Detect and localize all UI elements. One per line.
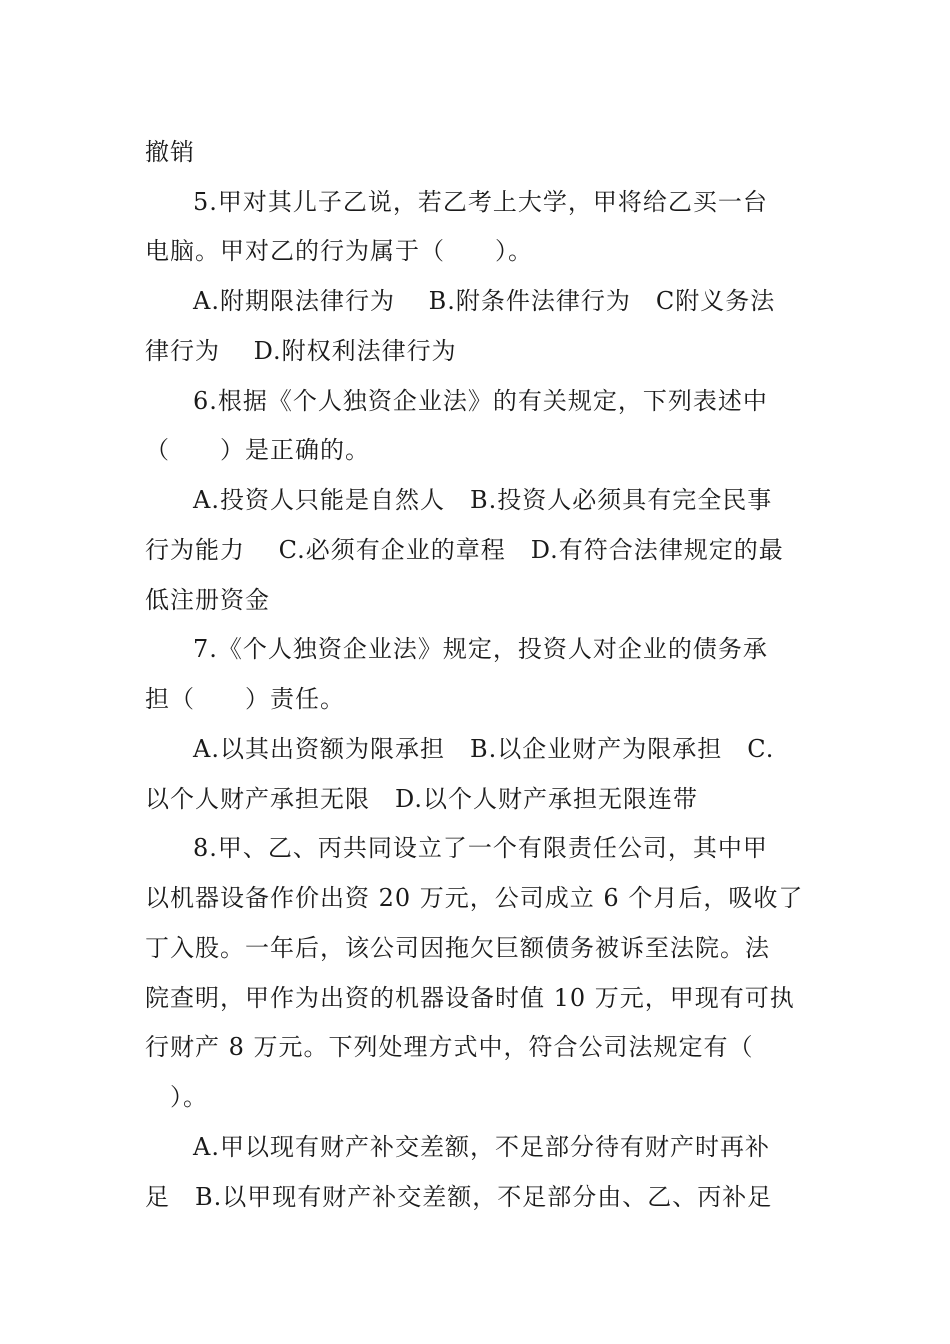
question-7-options-line-2: 以个人财产承担无限 D.以个人财产承担无限连带 (145, 785, 699, 813)
question-8-line-2: 以机器设备作价出资 20 万元，公司成立 6 个月后，吸收了 (145, 884, 804, 912)
question-5-line-1: 5.甲对其儿子乙说，若乙考上大学，甲将给乙买一台 (193, 188, 768, 216)
question-6-options-line-2: 行为能力 C.必须有企业的章程 D.有符合法律规定的最 (145, 536, 784, 564)
question-8-line-3: 丁入股。一年后，该公司因拖欠巨额债务被诉至法院。法 (145, 934, 770, 962)
question-5-options-line-2: 律行为 D.附权利法律行为 (145, 337, 457, 365)
question-8-line-4: 院查明，甲作为出资的机器设备时值 10 万元，甲现有可执 (145, 984, 795, 1012)
text-line-continuation: 撤销 (145, 138, 195, 166)
question-5-options-line-1: A.附期限法律行为 B.附条件法律行为 C附义务法 (193, 287, 776, 315)
question-7-line-1: 7.《个人独资企业法》规定，投资人对企业的债务承 (193, 635, 768, 663)
question-8-options-line-2: 足 B.以甲现有财产补交差额，不足部分由、乙、丙补足 (145, 1183, 773, 1211)
question-7-options-line-1: A.以其出资额为限承担 B.以企业财产为限承担 C. (193, 735, 775, 763)
question-6-line-2: （ ）是正确的。 (145, 436, 370, 464)
question-5-line-2: 电脑。甲对乙的行为属于（ ）。 (145, 237, 533, 265)
question-6-line-1: 6.根据《个人独资企业法》的有关规定，下列表述中 (193, 387, 768, 415)
question-8-line-5: 行财产 8 万元。下列处理方式中，符合公司法规定有（ (145, 1033, 754, 1061)
question-8-line-6: ）。 (145, 1083, 208, 1111)
question-8-options-line-1: A.甲以现有财产补交差额，不足部分待有财产时再补 (193, 1133, 770, 1161)
question-8-line-1: 8.甲、乙、丙共同设立了一个有限责任公司，其中甲 (193, 834, 768, 862)
question-6-options-line-3: 低注册资金 (145, 586, 270, 614)
question-7-line-2: 担（ ）责任。 (145, 685, 345, 713)
question-6-options-line-1: A.投资人只能是自然人 B.投资人必须具有完全民事 (193, 486, 773, 514)
